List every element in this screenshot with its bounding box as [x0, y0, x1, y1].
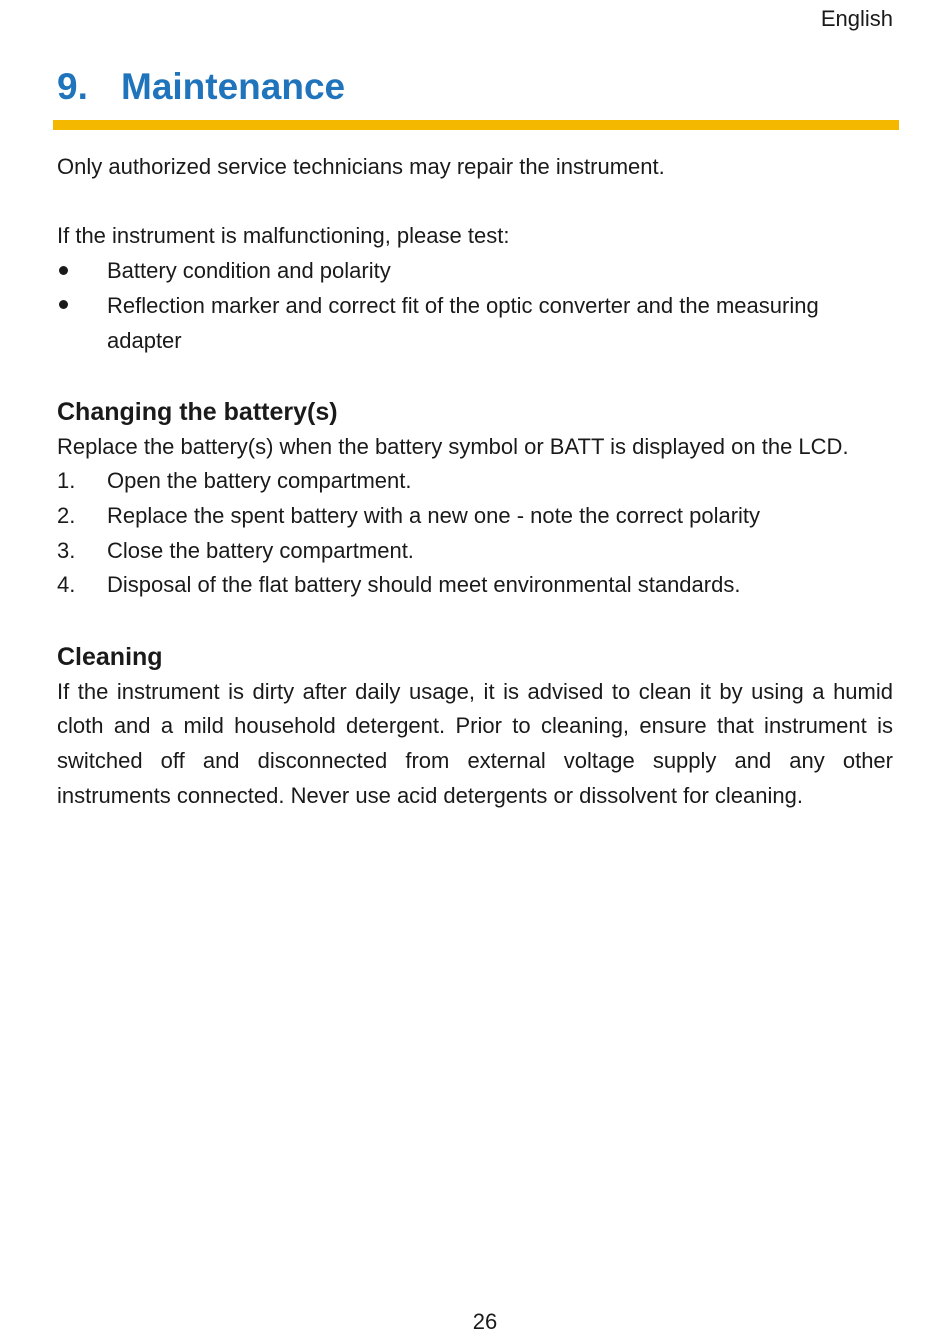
page-content	[57, 150, 893, 813]
chapter-title	[57, 66, 345, 108]
list-item	[57, 534, 893, 569]
step-text: Close the battery compartment.	[107, 537, 414, 563]
battery-heading: Changing the battery(s)	[57, 397, 338, 426]
step-number: 3.	[57, 537, 76, 563]
bullet-icon	[57, 254, 107, 289]
test-list	[57, 254, 893, 358]
cleaning-heading: Cleaning	[57, 642, 163, 671]
list-item	[57, 464, 893, 499]
chapter-title-text: Maintenance	[121, 66, 346, 107]
list-item	[57, 568, 893, 603]
list-item-text: Reflection marker and correct fit of the optic converter and the measuring adapter	[107, 292, 819, 353]
test-lead: If the instrument is malfunctioning, please test:	[57, 223, 510, 249]
spacer	[57, 603, 893, 638]
battery-description: Replace the battery(s) when the battery symbol or BATT is displayed on the LCD.	[57, 433, 849, 459]
title-divider	[53, 120, 899, 130]
spacer	[57, 358, 893, 393]
language-label: English	[820, 6, 893, 31]
battery-steps	[57, 464, 893, 603]
bullet-icon	[57, 289, 107, 324]
page-number: 26	[472, 1309, 498, 1334]
list-item	[57, 289, 893, 358]
list-item-text: Battery condition and polarity	[107, 258, 391, 284]
repair-notice: Only authorized service technicians may repair the instrument.	[57, 154, 665, 179]
chapter-number: 9.	[57, 66, 88, 107]
spacer	[57, 185, 893, 220]
list-item	[57, 499, 893, 534]
step-text: Open the battery compartment.	[107, 468, 412, 494]
list-item	[57, 254, 893, 289]
step-text: Disposal of the flat battery should meet environmental standards.	[107, 572, 741, 598]
step-number: 1.	[57, 468, 76, 494]
step-text: Replace the spent battery with a new one - note the correct polarity	[107, 503, 761, 528]
step-number: 2.	[57, 503, 76, 528]
step-number: 4.	[57, 572, 76, 598]
cleaning-body: If the instrument is dirty after daily usage, it is advised to clean it by using a humid cloth and a mild household detergent. Prior to cleaning, ensure that instrument is switched off and disconnected from external voltage supply and any other instruments connected. Never use acid detergents or dissolvent for cleaning.	[57, 678, 893, 808]
